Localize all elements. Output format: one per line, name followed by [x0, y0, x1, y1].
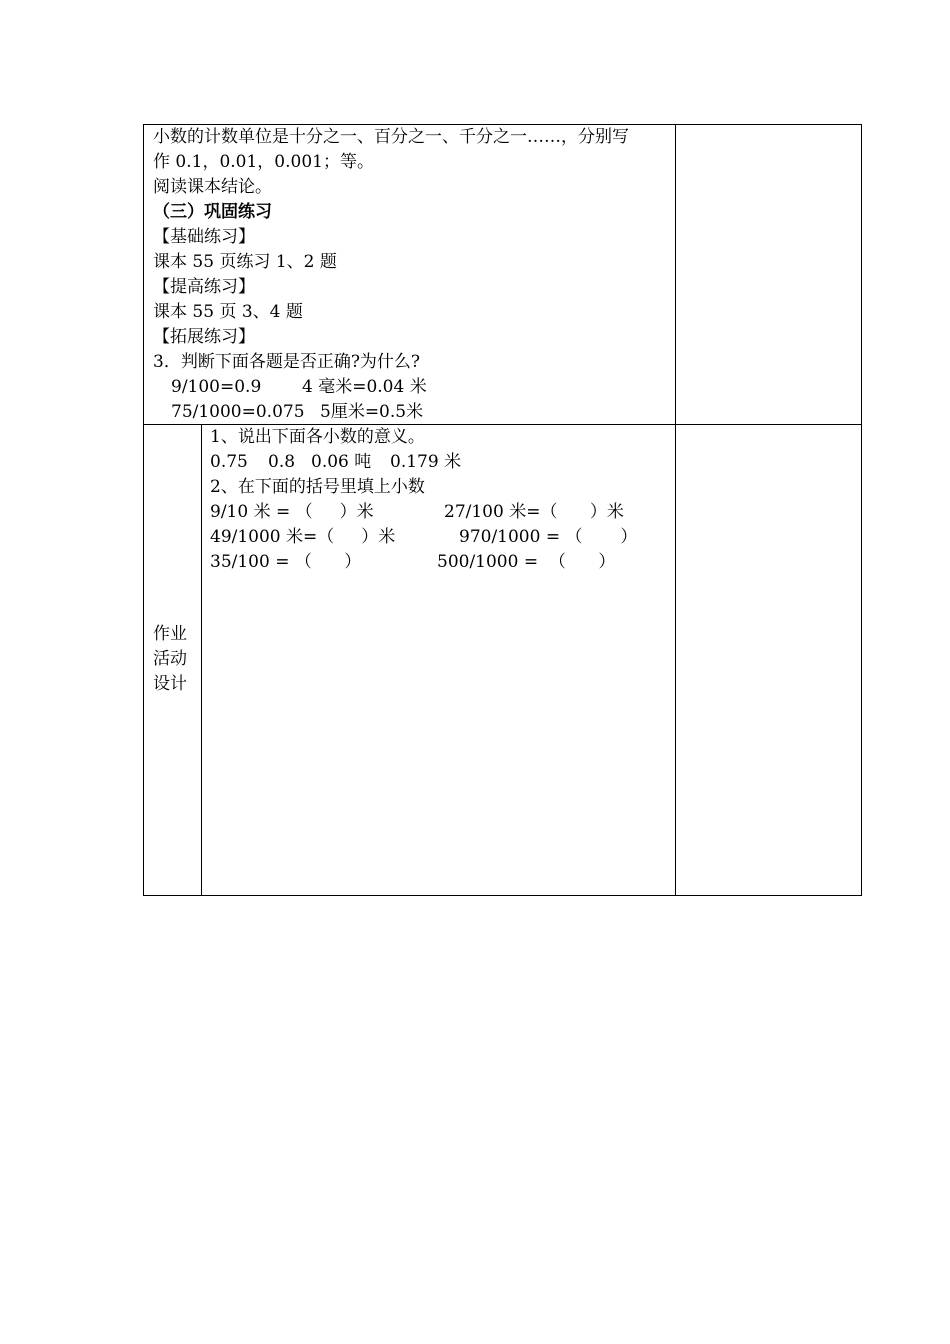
decimal-value: 0.75 — [210, 452, 248, 472]
fill-blank-item: 970/1000 = （ ） — [459, 527, 638, 547]
homework-label: 设计 — [153, 674, 187, 694]
text-line: 作 0.1，0.01，0.001；等。 — [153, 152, 374, 172]
homework-label: 作业 — [153, 624, 187, 644]
q3-item: 4 毫米=0.04 米 — [302, 377, 427, 397]
q3-item: 9/100=0.9 — [171, 377, 262, 397]
homework-q1: 1、说出下面各小数的意义。 — [210, 427, 425, 447]
improve-practice-text: 课本 55 页 3、4 题 — [153, 302, 303, 322]
section-heading: （三）巩固练习 — [153, 202, 272, 222]
improve-practice-title: 【提高练习】 — [153, 277, 255, 297]
question-3: 3．判断下面各题是否正确?为什么? — [153, 352, 421, 372]
decimal-value: 0.179 米 — [390, 452, 462, 472]
fill-blank-item: 27/100 米=（ ）米 — [444, 502, 624, 522]
basic-practice-title: 【基础练习】 — [153, 227, 255, 247]
q3-item: 5厘米=0.5米 — [320, 402, 424, 422]
fill-blank-item: 9/10 米 = （ ）米 — [210, 502, 374, 522]
text-line: 小数的计数单位是十分之一、百分之一、千分之一……，分别写 — [153, 127, 629, 147]
homework-label: 活动 — [153, 649, 187, 669]
homework-q2: 2、在下面的括号里填上小数 — [210, 477, 425, 497]
decimal-value: 0.06 吨 — [311, 452, 372, 472]
fill-blank-item: 49/1000 米=（ ）米 — [210, 527, 396, 547]
fill-blank-item: 500/1000 = （ ） — [437, 552, 616, 572]
basic-practice-text: 课本 55 页练习 1、2 题 — [153, 252, 337, 272]
text-line: 阅读课本结论。 — [153, 177, 272, 197]
decimal-value: 0.8 — [268, 452, 296, 472]
right-column-divider — [675, 124, 676, 896]
extend-practice-title: 【拓展练习】 — [153, 327, 255, 347]
label-column-divider — [201, 424, 202, 896]
q3-item: 75/1000=0.075 — [171, 402, 305, 422]
fill-blank-item: 35/100 = （ ） — [210, 552, 362, 572]
